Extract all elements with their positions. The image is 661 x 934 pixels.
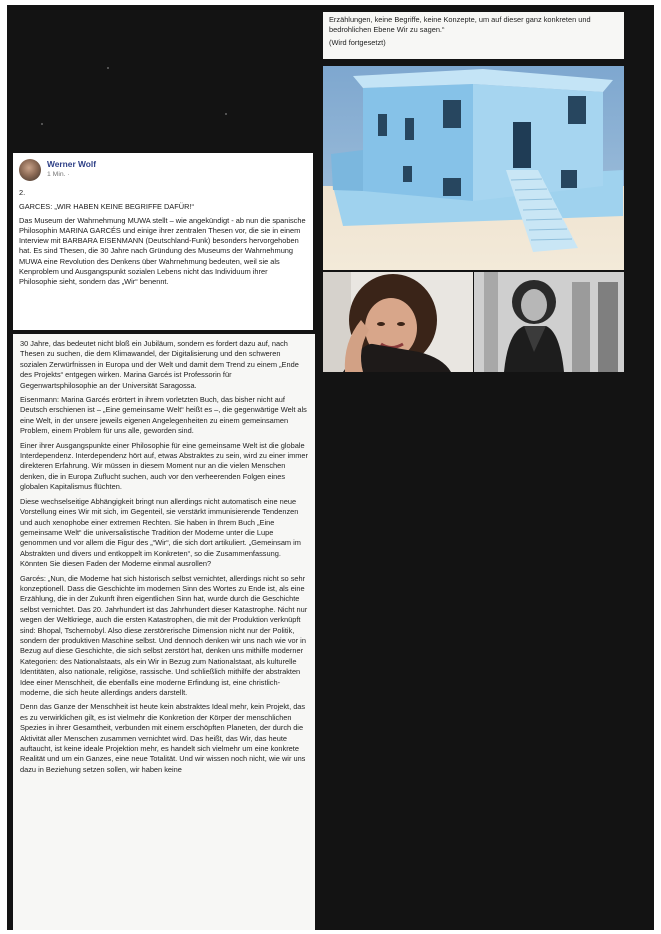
continuation-footer: (Wird fortgesetzt) bbox=[329, 38, 386, 47]
continuation-note bbox=[323, 12, 624, 59]
article-paragraph: Garcés: „Nun, die Moderne hat sich historisch selbst vernichtet, allerdings nicht so sehr konzeptionell. Dass die Geschichte im modernen Sinn des Wortes zu Ende ist, als eine Erzählung, die in der Zukunft ihren eigentlichen Sinn hat, wurde durch die Geschichte selbst vernichtet. Das 20. Jahrhundert ist das Jahrhundert dieser Katastrophe. Nicht nur wegen der Weltkriege, auch die ersten Katastrophen, die mit der Produktion verknüpft sind: Bhopal, Tschernobyl. Also diese zerstörerische Dimension nicht nur der Politik, sondern der produktiven Maschine selbst. Und dennoch denken wir uns nach wie vor in Bezug auf diese Geschichte, die sich selbst zerstört hat, denken uns mithilfe moderner Kategorien: des Nationalstaats, als ein Wir in Bezug zum Nationalstaat, als kulturelle Identitäten, also nationale, religiöse, rassische. Und schließlich mithilfe der abstrakten Idee einer Menschheit, die ebenfalls eine moderne Erfindung ist, eine christlich-moderne, die sich heute allerdings anders darstellt. bbox=[20, 573, 308, 697]
museum-model-photo bbox=[323, 66, 624, 270]
continuation-text: Erzählungen, keine Begriffe, keine Konzepte, um auf dieser ganz konkreten und bedrohlichen Ebene Wir zu sagen.“ bbox=[329, 15, 591, 34]
article-paragraph: Diese wechselseitige Abhängigkeit bringt nun allerdings nicht automatisch eine neue Vorstellung eines Wir mit sich, im Gegenteil, sie verstärkt immunisierende Tendenzen und auch xenophobe einer extremen Rechten. Sie haben in Ihrem Buch „Eine gemeinsame Welt“ die universalistische Tradition der Moderne unter die Lupe genommen und vor allem die Figur des „“Wir“, die sich dort artikuliert. „Gemeinsam im Abstrakten und divers und entkoppelt im Konkreten“, so die Zusammenfassung. Könnten Sie diesen Faden der Moderne einmal ausrollen? bbox=[20, 496, 301, 569]
author-avatar[interactable] bbox=[19, 159, 41, 181]
article-paragraph: Denn das Ganze der Menschheit ist heute kein abstraktes Ideal mehr, kein Projekt, das es zu verwirklichen gilt, es ist vielmehr die Konkretion der Körper der menschlichen Spezies in ihrer Gesamtheit, verbunden mit einem erschöpften Planeten, der durch die Aktivität aller Menschen zusammen vernichtet wird. Das heißt, das Wir, das heute auftaucht, ist keine ideale Projektion mehr, es handelt sich vielmehr um eine konkrete Realität und um ein Ganzes, eine neue Totalität. Und wir wissen noch nicht, wie wir uns dazu in Beziehung setzen sollen, wir haben keine bbox=[20, 702, 306, 774]
dust-speck bbox=[225, 113, 227, 115]
portrait-photo-smiling bbox=[323, 272, 473, 372]
article-paragraph: Eisenmann: Marina Garcés erörtert in ihrem vorletzten Buch, das bisher nicht auf Deutsch erschienen ist – „Eine gemeinsame Welt“ heißt es –, die gegenwärtige Welt als eine Welt, in der unsere jeweils eigenen Angelegenheiten zu einem gemeinsamen Problem, einem Problem für uns alle, geworden sind. bbox=[20, 395, 307, 436]
dust-speck bbox=[41, 123, 43, 125]
article-paragraph: Einer ihrer Ausgangspunkte einer Philosophie für eine gemeinsame Welt ist die globale Interdependenz. Interdependenz hört auf, etwas Abstraktes zu sein, wird zu einer immer direkteren Erfahrung. Wir müssen in diesem Moment nur an die vielen Menschen denken, die in Europa Zuflucht suchen, auch vor den verheerenden Folgen eines globalen Kapitalismus flüchten. bbox=[20, 440, 308, 492]
post-timestamp[interactable]: 1 Min. · bbox=[47, 171, 70, 178]
post-number: 2. bbox=[19, 188, 26, 197]
article-paragraph: 30 Jahre, das bedeutet nicht bloß ein Jubiläum, sondern es fordert dazu auf, nach Thesen zu suchen, die dem Klimawandel, der Digitalisierung und den schweren sozialen Zerwürfnissen in Europa und der Welt und damit dem Trend zu einem „Ende des Projekts“ entgegen wirken. Marina Garcés ist Professorin für Gegenwartsphilosophie an der Universität Saragossa. bbox=[20, 339, 299, 390]
post-body bbox=[19, 188, 307, 290]
post-intro: Das Museum der Wahrnehmung MUWA stellt – wie angekündigt - ab nun die spanische Philosophin MARINA GARCÉS und einige ihrer zentralen Thesen vor, die sie in einem Interview mit BARBARA EISENMANN (Deutschland-Funk) besonders hervorgehoben hat. Es sind Thesen, die 30 Jahre nach Gründung des Museums der Wahrnehmung MUWA eine Revolution des Denkens über Wahrnehmung bedeuten, weil sie als Kenproblem und Ausgangspunkt sozialen Lebens nicht das Individuum ihrer Philosophie sieht, sondern das „Wir“ benennt. bbox=[19, 216, 306, 286]
post-title: GARCES: „WIR HABEN KEINE BEGRIFFE DAFÜR!“ bbox=[19, 202, 194, 212]
post-card bbox=[13, 153, 313, 330]
portrait-photo-leather-jacket bbox=[474, 272, 624, 372]
dust-speck bbox=[107, 67, 109, 69]
article-text bbox=[13, 334, 315, 930]
author-name-link[interactable]: Werner Wolf bbox=[47, 159, 97, 169]
